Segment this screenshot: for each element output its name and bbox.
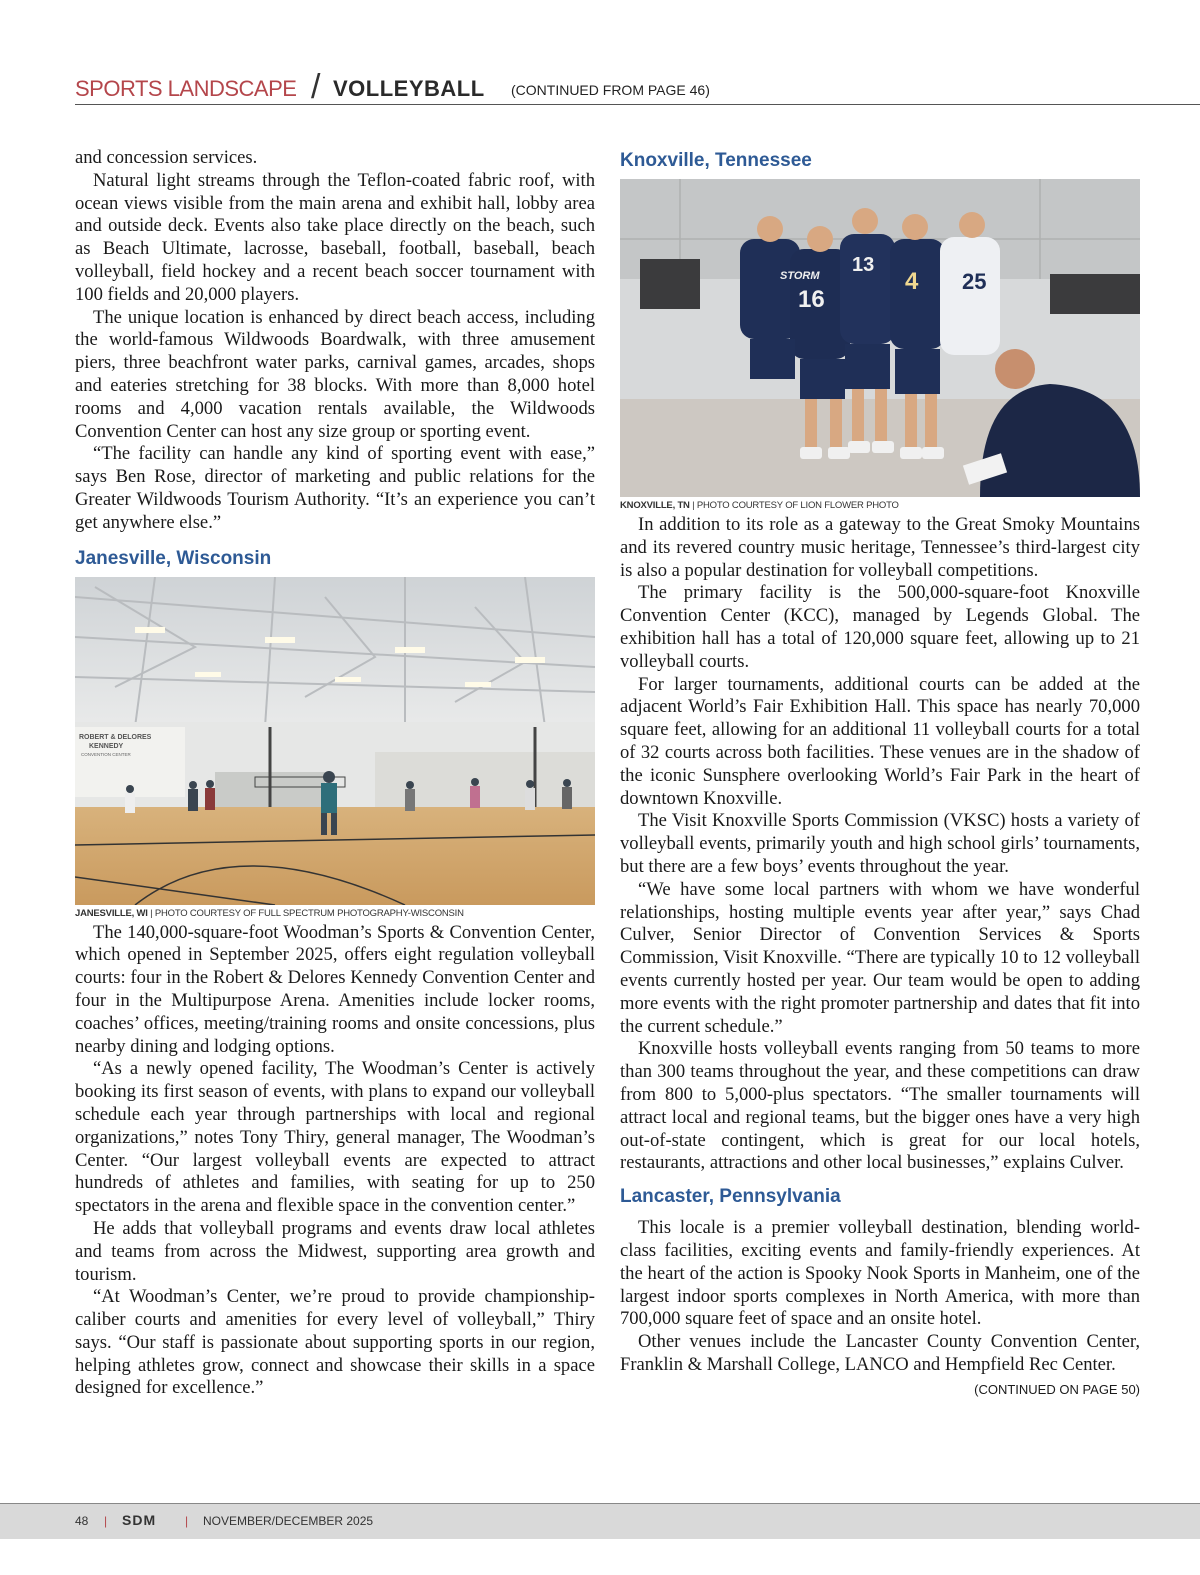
jersey-number: 4 xyxy=(905,268,919,295)
body-paragraph: Knoxville hosts volleyball events ranging from 50 teams to more than 300 teams throughout the year, and these competitions can draw from 800 to 5,000-plus spectators. “The smaller tournaments will attract local and regional teams, but the bigger ones have a very high out-of-state contingent, which is great for our local hotels, restaurants, attractions and other local businesses,” explains Culver. xyxy=(620,1038,1140,1174)
caption-credit: | PHOTO COURTESY OF LION FLOWER PHOTO xyxy=(692,500,899,511)
body-paragraph: The 140,000-square-foot Woodman’s Sports & Convention Center, which opened in September 2025, offers eight regulation volleyball courts: four in the Robert & Delores Kennedy Convention Center and four in the Multipurpose Arena. Amenities include locker rooms, coaches’ offices, meeting/training rooms and onsite concessions, plus nearby dining and lodging options. xyxy=(75,921,595,1057)
footer-separator: | xyxy=(185,1514,189,1528)
svg-text:KENNEDY: KENNEDY xyxy=(89,742,124,750)
gym-illustration xyxy=(75,577,595,905)
body-paragraph: The Visit Knoxville Sports Commission (VKSC) hosts a variety of volleyball events, primarily youth and high school girls’ tournaments, but there are a few boys’ events throughout the year. xyxy=(620,810,1140,877)
running-header xyxy=(75,68,1200,106)
body-paragraph: In addition to its role as a gateway to the Great Smoky Mountains and its revered country music heritage, Tennessee’s third-largest city is also a popular destination for volleyball competitions. xyxy=(620,514,1140,581)
caption-location: JANESVILLE, WI xyxy=(75,907,148,919)
continued-on-note: (CONTINUED ON PAGE 50) xyxy=(974,1381,1140,1397)
body-paragraph: “As a newly opened facility, The Woodman’s Center is actively booking its first season of events, with plans to expand our volleyball schedule each year through partnerships with local and regional organizations,” notes Tony Thiry, general manager, The Woodman’s Center. “Our largest volleyball events are expected to attract hundreds of athletes and families, with seating for up to 250 spectators in the arena and flexible space in the convention center.” xyxy=(75,1058,595,1217)
issue-date: NOVEMBER/DECEMBER 2025 xyxy=(203,1514,374,1528)
knoxville-photo xyxy=(620,179,1140,497)
topic-label: VOLLEYBALL xyxy=(333,76,485,101)
section-label: SPORTS LANDSCAPE xyxy=(75,76,297,101)
header-slash: / xyxy=(311,68,321,106)
caption-location: KNOXVILLE, TN xyxy=(620,500,690,511)
page-footer xyxy=(0,1503,1200,1539)
body-paragraph: “We have some local partners with whom we have wonderful relationships, hosting multiple events year after year,” says Chad Culver, Senior Director of Convention Services & Sports Commission, Visit Knoxville. “There are typically 10 to 12 volleyball events currently hosted per year. Our team would be open to adding more events with the right promoter partnership and dates that fit into the current schedule.” xyxy=(620,878,1140,1037)
body-text: Other venues include the Lancaster County Convention Center, Franklin & Marshall College, LANCO and Hempfield Rec Center. xyxy=(620,1331,1140,1375)
caption-credit: | PHOTO COURTESY OF FULL SPECTRUM PHOTOGRAPHY-WISCONSIN xyxy=(150,907,464,919)
svg-text:CONVENTION CENTER: CONVENTION CENTER xyxy=(81,751,131,757)
right-column xyxy=(620,149,1140,1401)
knoxville-heading: Knoxville, Tennessee xyxy=(620,150,812,171)
janesville-caption xyxy=(75,908,595,920)
knoxville-caption xyxy=(620,500,1140,512)
left-column xyxy=(75,147,595,1400)
continued-from-note: (CONTINUED FROM PAGE 46) xyxy=(511,82,710,98)
lancaster-heading: Lancaster, Pennsylvania xyxy=(620,1186,841,1208)
body-paragraph xyxy=(620,1331,1140,1397)
body-paragraph: Natural light streams through the Teflon-coated fabric roof, with ocean views visible from the main arena and exhibit hall, lobby area and outside deck. Events also take place directly on the beach, such as Beach Ultimate, lacrosse, baseball, football, baseball, beach volleyball, field hockey and a recent beach soccer tournament with 100 fields and 20,000 players. xyxy=(75,169,595,305)
jersey-number: 16 xyxy=(798,286,825,313)
body-paragraph: “At Woodman’s Center, we’re proud to provide championship-caliber courts and amenities for every level of volleyball,” Thiry says. “Our staff is passionate about supporting sports in our region, helping athletes grow, connect and showcase their skills in a space designed for excellence.” xyxy=(75,1286,595,1399)
jersey-number: 13 xyxy=(852,254,875,276)
footer-separator: | xyxy=(104,1514,108,1528)
jersey-number: 25 xyxy=(962,269,987,294)
body-paragraph: For larger tournaments, additional courts can be added at the adjacent World’s Fair Exhibition Hall. This space has nearly 70,000 square feet, allowing for an additional 11 volleyball courts for a total of 32 courts across both facilities. These venues are in the shadow of the iconic Sunsphere overlooking World’s Fair Park in the heart of downtown Knoxville. xyxy=(620,673,1140,809)
page-number: 48 xyxy=(75,1514,89,1528)
janesville-photo xyxy=(75,577,595,905)
body-paragraph: He adds that volleyball programs and events draw local athletes and teams from across the Midwest, supporting area growth and tourism. xyxy=(75,1217,595,1285)
svg-text:ROBERT & DELORES: ROBERT & DELORES xyxy=(79,733,152,741)
janesville-heading: Janesville, Wisconsin xyxy=(75,547,272,569)
magazine-logo: SDM xyxy=(122,1512,157,1528)
body-paragraph: This locale is a premier volleyball destination, blending world-class facilities, exciting events and family-friendly experiences. At the heart of the action is Spooky Nook Sports in Manheim, one of the largest indoor sports complexes in North America, with more than 700,000 square feet of space and an onsite hotel. xyxy=(620,1217,1140,1330)
team-huddle-illustration xyxy=(620,179,1140,497)
body-paragraph: The unique location is enhanced by direct beach access, including the world-famous Wildwoods Boardwalk, with three amusement piers, three beachfront water parks, carnival games, arcades, shops and eateries stretching for 38 blocks. With more than 8,000 hotel rooms and 4,000 vacation rentals available, the Wildwoods Convention Center can host any size group or sporting event. xyxy=(75,306,595,442)
body-paragraph: The primary facility is the 500,000-square-foot Knoxville Convention Center (KCC), managed by Legends Global. The exhibition hall has a total of 120,000 square feet, allowing up to 21 volleyball courts. xyxy=(620,582,1140,672)
body-paragraph: “The facility can handle any kind of sporting event with ease,” says Ben Rose, director of marketing and public relations for the Greater Wildwoods Tourism Authority. “It’s an experience you can’t get anywhere else.” xyxy=(75,443,595,533)
body-paragraph: and concession services. xyxy=(75,147,258,168)
jersey-text: STORM xyxy=(780,270,820,282)
